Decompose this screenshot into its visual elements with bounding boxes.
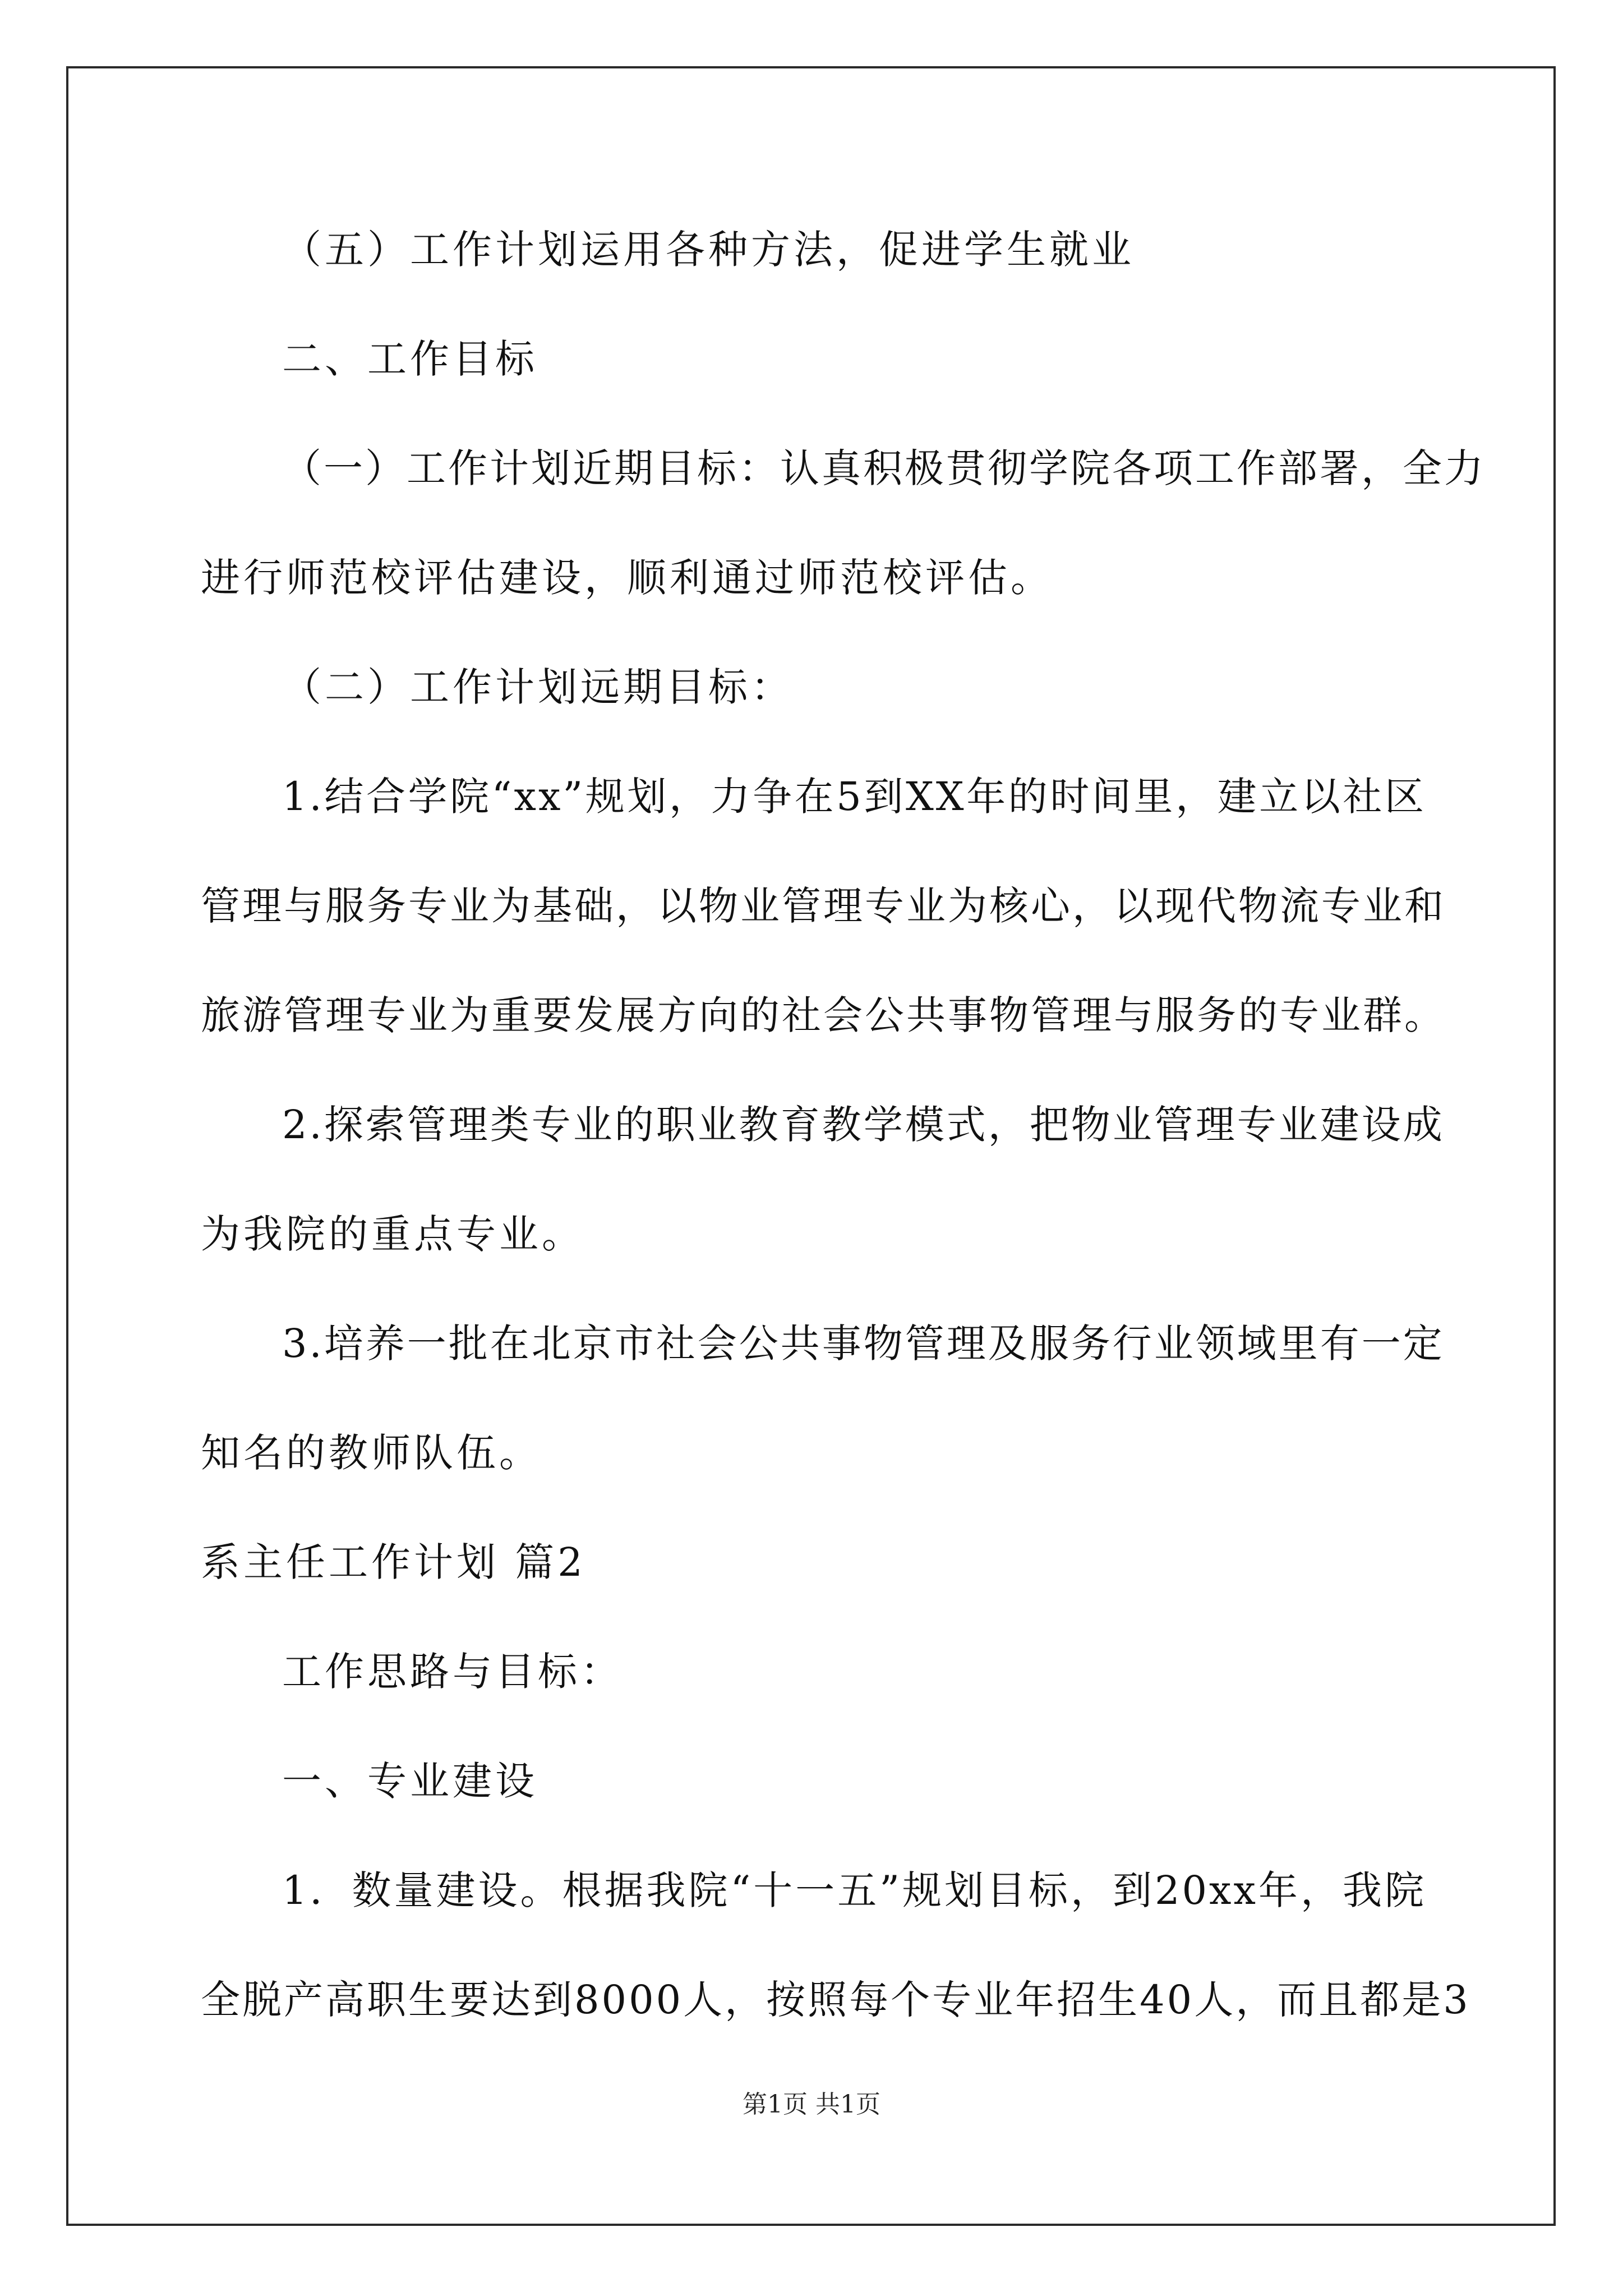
paragraph-line: 管理与服务专业为基础，以物业管理专业为核心，以现代物流专业和 [201, 883, 1446, 929]
section-heading: 一、专业建设 [282, 1758, 538, 1804]
paragraph-line: 2.探索管理类专业的职业教育教学模式，把物业管理专业建设成 [282, 1102, 1445, 1148]
paragraph-line: 进行师范校评估建设，顺利通过师范校评估。 [201, 555, 1053, 601]
page-footer: 第1页 共1页 [743, 2090, 880, 2119]
paragraph-line: 3.培养一批在北京市社会公共事物管理及服务行业领域里有一定 [282, 1320, 1445, 1366]
paragraph-line: 工作思路与目标： [282, 1649, 623, 1695]
paragraph-line: 为我院的重点专业。 [201, 1211, 584, 1257]
paragraph-line: 全脱产高职生要达到8000人，按照每个专业年招生40人，而且都是3 [201, 1977, 1470, 2023]
paragraph-line: 1．数量建设。根据我院“十一五”规划目标，到20xx年，我院 [282, 1867, 1426, 1913]
paragraph-line: （五）工作计划运用各种方法，促进学生就业 [282, 227, 1135, 273]
section-title: 系主任工作计划 篇2 [201, 1539, 586, 1585]
section-heading: 二、工作目标 [282, 336, 538, 382]
paragraph-line: 知名的教师队伍。 [201, 1430, 542, 1476]
paragraph-line: 1.结合学院“xx”规划，力争在5到XX年的时间里，建立以社区 [282, 774, 1426, 820]
paragraph-line: （一）工作计划近期目标：认真积极贯彻学院各项工作部署，全力 [282, 445, 1486, 491]
paragraph-line: 旅游管理专业为重要发展方向的社会公共事物管理与服务的专业群。 [201, 992, 1446, 1038]
paragraph-line: （二）工作计划远期目标： [282, 664, 794, 710]
